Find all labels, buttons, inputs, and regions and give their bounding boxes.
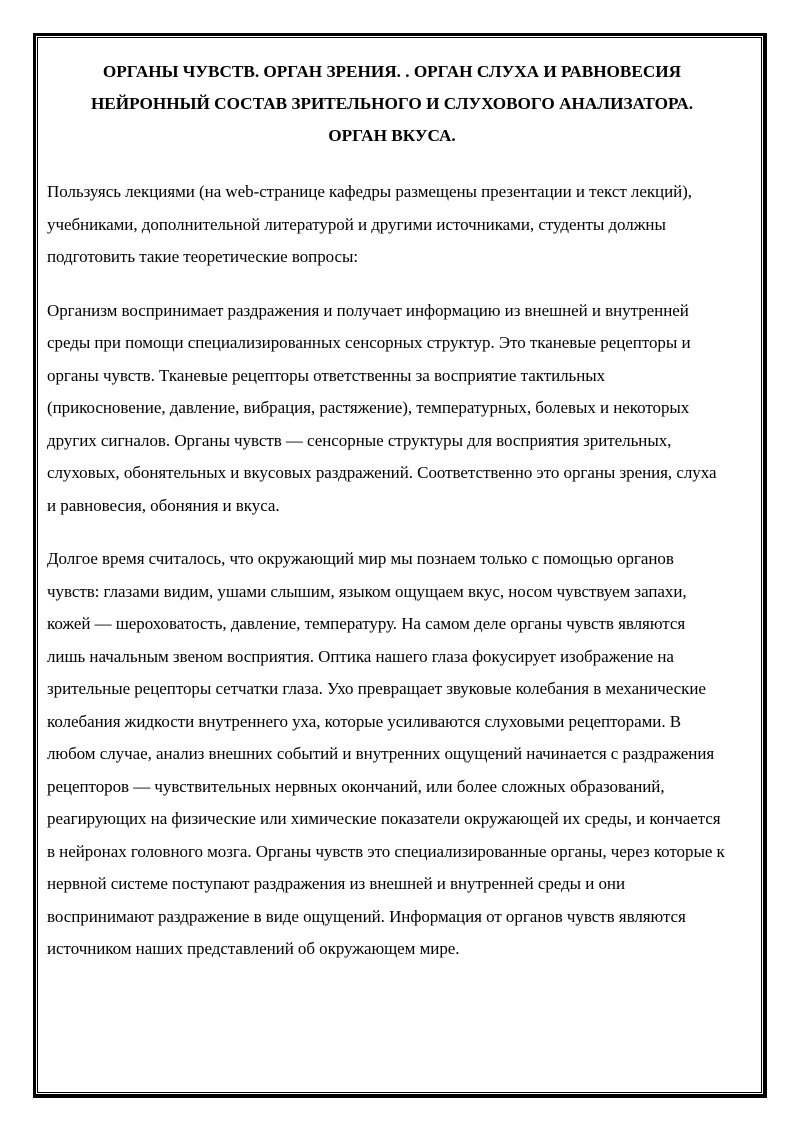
document-title <box>47 56 727 152</box>
document-body <box>47 56 727 987</box>
title-line: НЕЙРОННЫЙ СОСТАВ ЗРИТЕЛЬНОГО И СЛУХОВОГО АНАЛИЗАТОРА. <box>90 94 694 113</box>
paragraph-intro: Пользуясь лекциями (на web-странице кафедры размещены презентации и текст лекций), учебниками, дополнительной литературой и другими источниками, студенты должны подготовить такие теоретические вопросы: <box>47 182 692 266</box>
title-line: ОРГАНЫ ЧУВСТВ. ОРГАН ЗРЕНИЯ. . ОРГАН СЛУХА И РАВНОВЕСИЯ <box>102 62 682 81</box>
paragraph-sensory-structures: Организм воспринимает раздражения и получает информацию из внешней и внутренней среды при помощи специализированных сенсорных структур. Это тканевые рецепторы и органы чувств. Тканевые рецепторы ответственны за восприятие тактильных (прикосновение, давление, вибрация, растяжение), температурных, болевых и некоторых других сигналов. Органы чувств — сенсорные структуры для восприятия зрительных, слуховых, обонятельных и вкусовых раздражений. Соответственно это органы зрения, слуха и равновесия, обоняния и вкуса. <box>47 300 717 515</box>
paragraph-perception: Долгое время считалось, что окружающий мир мы познаем только с помощью органов чувств: глазами видим, ушами слышим, языком ощущаем вкус, носом чувствуем запахи, кожей — шероховатость, давление, температуру. На самом деле органы чувств являются лишь начальным звеном восприятия. Оптика нашего глаза фокусирует изображение на зрительные рецепторы сетчатки глаза. Ухо превращает звуковые колебания в механические колебания жидкости внутреннего уха, которые усиливаются слуховыми рецепторами. В любом случае, анализ внешних событий и внутренних ощущений начинается с раздражения рецепторов — чувствительных нервных окончаний, или более сложных образований, реагирующих на физические или химические показатели окружающей их среды, и кончается в нейронах головного мозга. Органы чувств это специализированные органы, через которые к нервной системе поступают раздражения из внешней и внутренней среды и они воспринимают раздражение в виде ощущений. Информация от органов чувств являются источником наших представлений об окружающем мире. <box>47 549 725 958</box>
title-line: ОРГАН ВКУСА. <box>328 126 456 145</box>
